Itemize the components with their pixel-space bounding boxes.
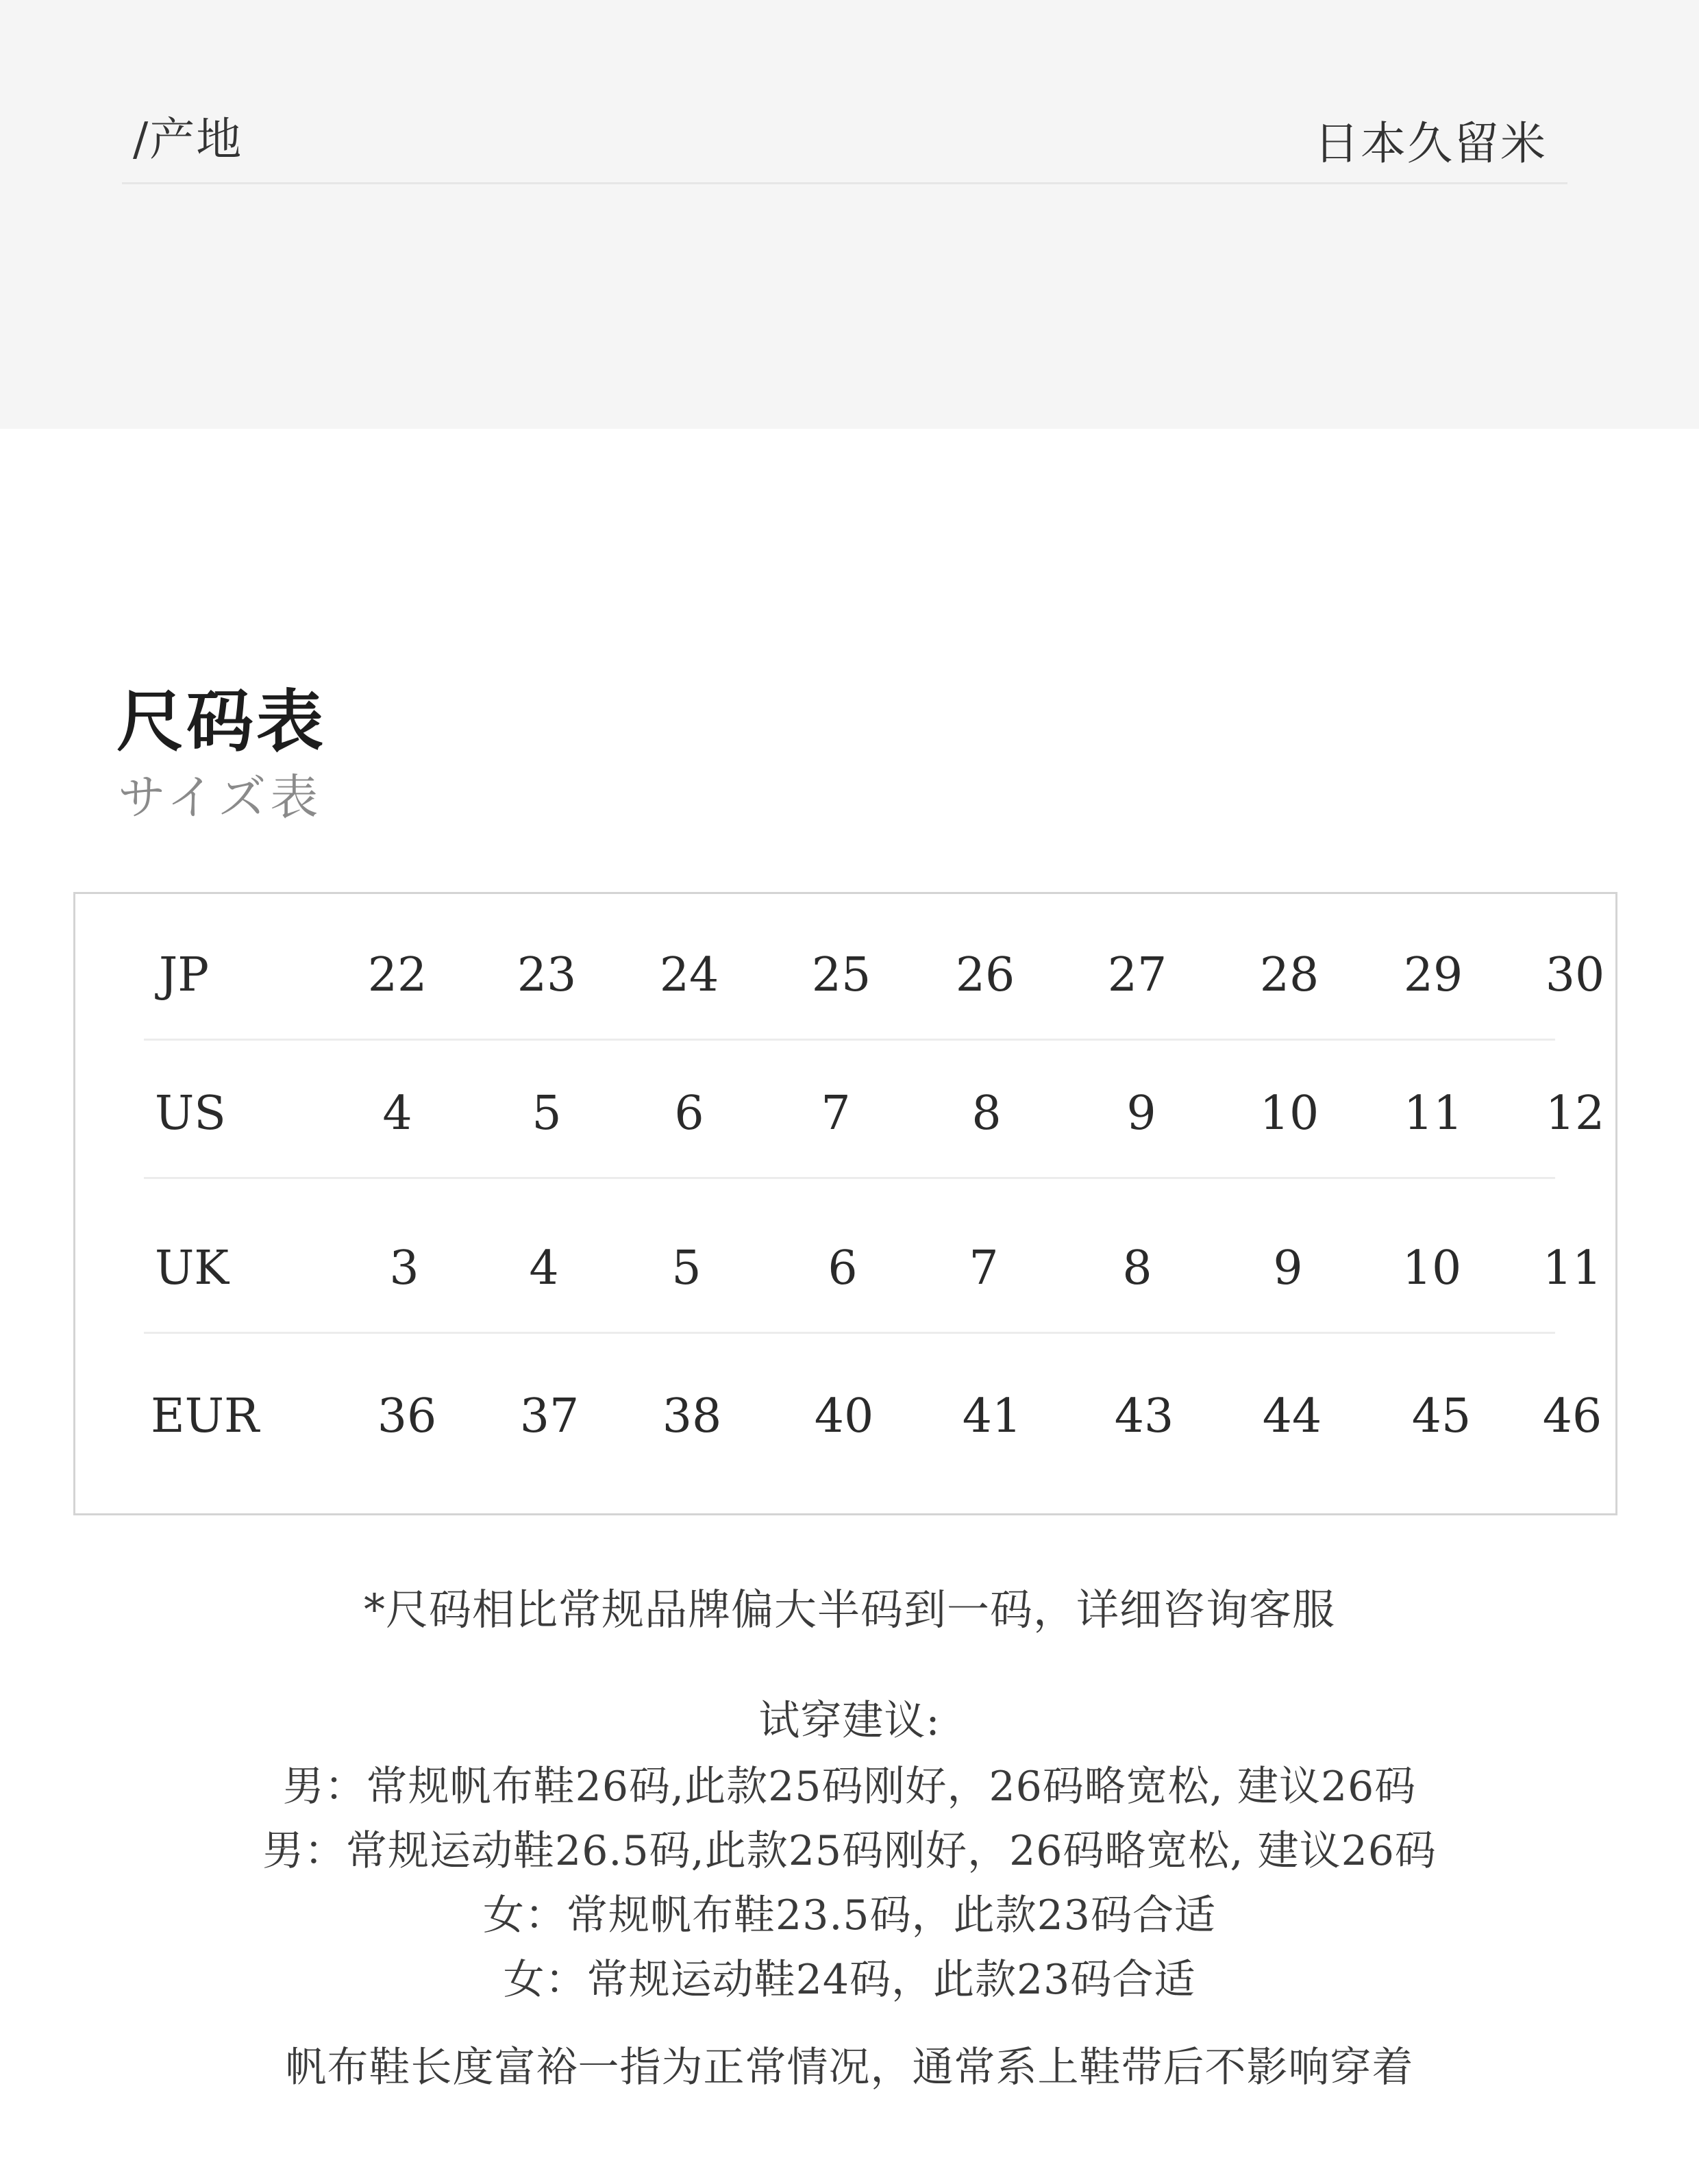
size-cell: 38 — [662, 1389, 722, 1443]
size-cell: 4 — [382, 1087, 412, 1141]
size-cell: 10 — [1402, 1241, 1462, 1295]
fit-advice-line: 男：常规运动鞋26.5码,此款25码刚好，26码略宽松, 建议26码 — [262, 1827, 1437, 1875]
fit-advice-title: 试穿建议: — [758, 1697, 941, 1745]
size-cell: 4 — [529, 1241, 559, 1295]
size-chart-subtitle: サイズ表 — [118, 769, 323, 826]
size-cell: 37 — [519, 1389, 580, 1443]
size-cell: 23 — [517, 948, 577, 1002]
origin-row — [122, 96, 1567, 184]
size-cell: 7 — [821, 1087, 851, 1141]
size-cell: 43 — [1114, 1389, 1174, 1443]
fit-advice-line: 女：常规运动鞋24码，此款23码合适 — [503, 1956, 1196, 2004]
closing-note: 帆布鞋长度富裕一指为正常情况，通常系上鞋带后不影响穿着 — [285, 2044, 1414, 2092]
size-row-us — [144, 1049, 1605, 1179]
size-cell: 22 — [367, 948, 427, 1002]
size-table — [73, 892, 1617, 1515]
size-cell: 10 — [1259, 1087, 1319, 1141]
size-cell: 45 — [1411, 1389, 1472, 1443]
size-cell: 12 — [1545, 1087, 1605, 1141]
size-cell: 6 — [828, 1241, 858, 1295]
size-cell: 24 — [659, 948, 719, 1002]
fit-advice-line: 女：常规帆布鞋23.5码，此款23码合适 — [483, 1891, 1216, 1939]
size-cell: 28 — [1259, 948, 1319, 1002]
size-cell: 25 — [811, 948, 871, 1002]
size-row-jp — [144, 910, 1605, 1041]
size-cell: 30 — [1545, 948, 1605, 1002]
size-system-label: US — [155, 1087, 226, 1141]
size-cell: 5 — [671, 1241, 702, 1295]
size-cell: 29 — [1403, 948, 1463, 1002]
size-system-label: EUR — [151, 1389, 260, 1443]
size-cell: 8 — [971, 1087, 1002, 1141]
size-cell: 41 — [962, 1389, 1022, 1443]
size-cell: 11 — [1403, 1087, 1463, 1141]
size-cell: 11 — [1542, 1241, 1602, 1295]
size-cell: 40 — [814, 1389, 874, 1443]
size-cell: 3 — [389, 1241, 419, 1295]
fit-advice-line: 男：常规帆布鞋26码,此款25码刚好，26码略宽松, 建议26码 — [282, 1763, 1417, 1811]
size-cell: 26 — [955, 948, 1015, 1002]
size-row-eur — [144, 1352, 1602, 1482]
size-cell: 9 — [1273, 1241, 1303, 1295]
size-cell: 36 — [377, 1389, 437, 1443]
size-note: *尺码相比常规品牌偏大半码到一码，详细咨询客服 — [363, 1585, 1335, 1635]
origin-value: 日本久留米 — [1314, 117, 1547, 170]
size-cell: 46 — [1542, 1389, 1602, 1443]
origin-label: /产地 — [133, 113, 243, 166]
size-row-uk — [144, 1204, 1602, 1334]
size-cell: 44 — [1262, 1389, 1322, 1443]
size-cell: 27 — [1107, 948, 1167, 1002]
origin-section — [0, 0, 1699, 429]
size-system-label: UK — [155, 1241, 230, 1295]
size-cell: 7 — [969, 1241, 999, 1295]
size-cell: 5 — [532, 1087, 562, 1141]
size-system-label: JP — [159, 948, 210, 1002]
size-cell: 8 — [1122, 1241, 1152, 1295]
size-chart-title: 尺码表 — [116, 682, 327, 761]
size-cell: 6 — [674, 1087, 704, 1141]
size-cell: 9 — [1126, 1087, 1156, 1141]
